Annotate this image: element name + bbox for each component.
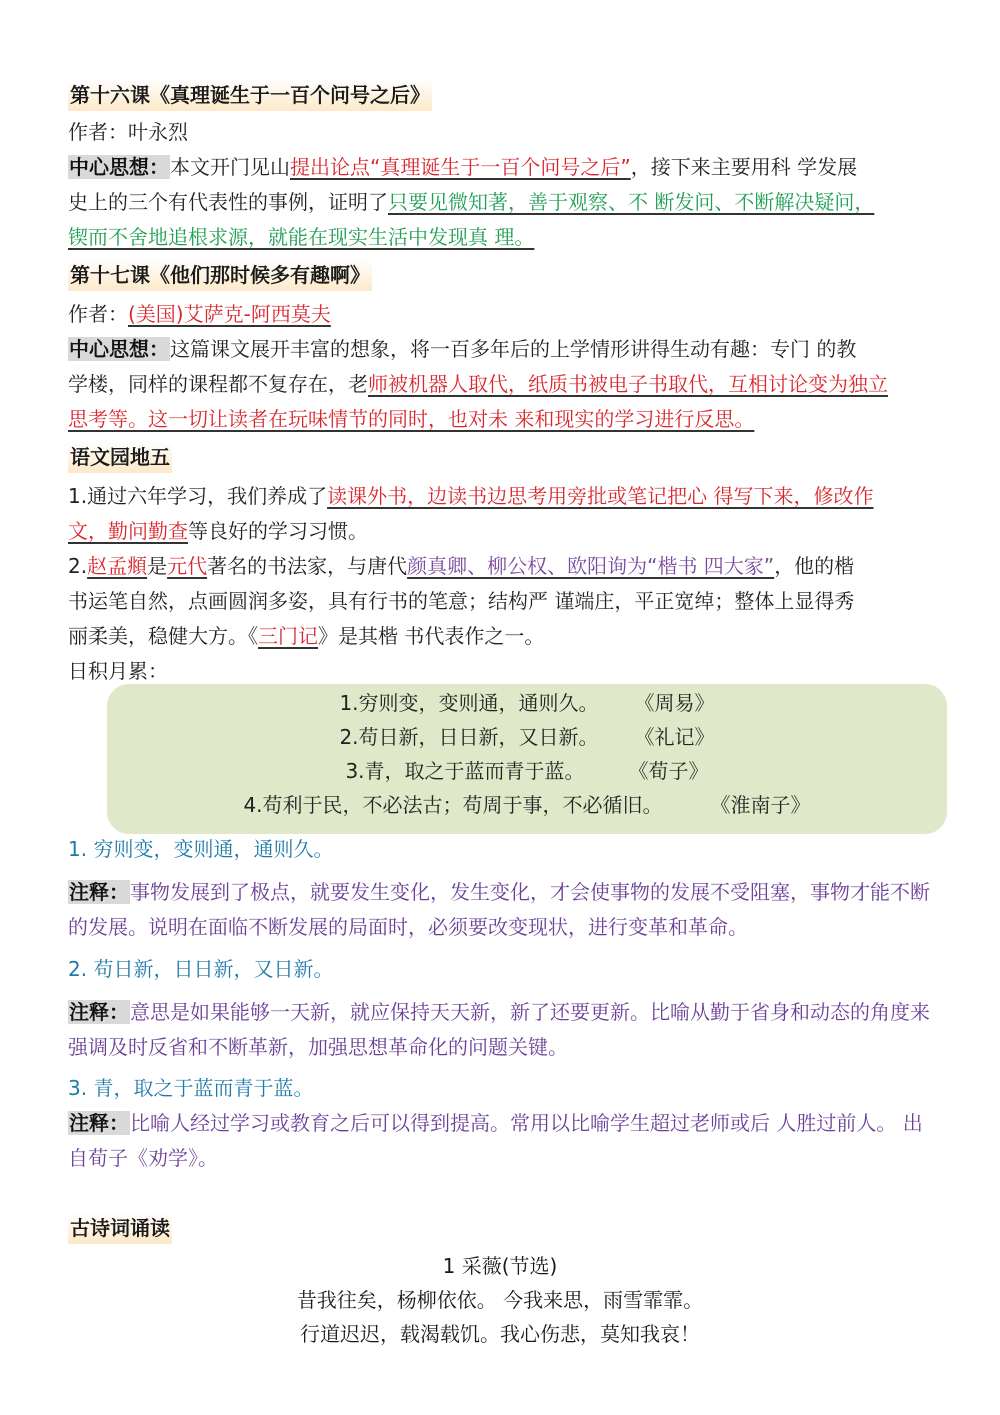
highlight-red: 赵孟頫 [87, 554, 148, 578]
text-segment: 这篇课文展开丰富的想象，将一百多年后的上学情形讲得生动有趣：专门 的教 [170, 337, 857, 361]
poems-section [68, 1211, 930, 1246]
highlight-green: 锲而不舍地追根求源，就能在现实生活中发现真 理。 [68, 225, 535, 249]
highlight-green: 只要见微知著，善于观察、不 断发问、不断解决疑问， [388, 190, 875, 214]
saying-source: 《周易》 [634, 691, 715, 715]
lesson17-section [68, 258, 930, 437]
lesson17-author: (美国)艾萨克-阿西莫夫 [128, 302, 331, 326]
text-segment: ，接下来主要用科 学发展 [630, 155, 858, 179]
note-text: 意思是如果能够一天新，就应保持天天新，新了还要更新。比喻从勤于省身和动态的角度来 [130, 1000, 930, 1024]
note-text: 自荀子《劝学》。 [68, 1146, 218, 1170]
poem-line: 昔我往矣，杨柳依依。 今我来思，雨雪霏霏。 [296, 1288, 704, 1312]
garden5-section [68, 440, 930, 689]
text-segment: 2. [68, 554, 88, 578]
poems-title: 古诗词诵读 [68, 1212, 172, 1244]
text-segment: 1.通过六年学习，我们养成了 [68, 484, 328, 508]
note-text: 的发展。说明在面临不断发展的局面时，必须要改变现状，进行变革和革命。 [68, 915, 748, 939]
text-segment: ，他的楷 [774, 554, 855, 578]
highlight-red: 元代 [167, 554, 208, 578]
highlight-red: 提出论点“真理诞生于一百个问号之后” [290, 155, 631, 179]
saying-source: 《荀子》 [628, 759, 709, 783]
saying-item [107, 754, 947, 788]
central-idea-label: 中心思想： [69, 155, 169, 179]
text-segment: 丽柔美，稳健大方。《 [68, 624, 258, 648]
text-segment: 著名的书法家，与唐代 [207, 554, 408, 578]
saying-source: 《淮南子》 [710, 793, 811, 817]
text-segment: 书运笔自然，点画圆润多姿，具有行书的笔意；结构严 谨端庄，平正宽绰；整体上显得秀 [68, 589, 855, 613]
note-2 [68, 952, 930, 1065]
central-idea-label: 中心思想： [69, 337, 169, 361]
note-text: 事物发展到了极点，就要发生变化，发生变化，才会使事物的发展不受阻塞，事物才能不断 [130, 880, 930, 904]
note-3 [68, 1071, 930, 1176]
lesson17-title: 第十七课《他们那时候多有趣啊》 [68, 259, 372, 291]
author-label: 作者： [68, 302, 128, 326]
note-1 [68, 832, 930, 945]
highlight-red: 思考等。这一切让读者在玩味情节的同时，也对未 来和现实的学习进行反思。 [68, 407, 755, 431]
note-text: 强调及时反省和不断革新，加强思想革命化的问题关键。 [68, 1035, 568, 1059]
note-label: 注释： [69, 880, 129, 904]
highlight-red: 读课外书，边读书边思考用旁批或笔记把心 得写下来，修改作 [327, 484, 874, 508]
text-segment: 本文开门见山 [170, 155, 290, 179]
text-segment: 等良好的学习习惯。 [188, 519, 368, 543]
author-label: 作者： [68, 120, 128, 144]
lesson16-title: 第十六课《真理诞生于一百个问号之后》 [68, 79, 432, 111]
highlight-red: 三门记 [258, 624, 318, 648]
lesson16-section [68, 78, 930, 255]
saying-text: 4.苟利于民，不必法古；苟周于事，不必循旧。 [243, 793, 663, 817]
note-title: 2. 苟日新，日日新，又日新。 [68, 957, 334, 981]
poem-line: 行道迟迟，载渴载饥。我心伤悲，莫知我哀！ [300, 1322, 700, 1346]
garden5-title: 语文园地五 [68, 441, 172, 473]
poem-title: 1 采薇(节选) [442, 1254, 558, 1278]
text-segment: 史上的三个有代表性的事例，证明了 [68, 190, 388, 214]
sayings-box [107, 684, 947, 834]
saying-text: 2.苟日新，日日新，又日新。 [339, 725, 599, 749]
highlight-red: 师被机器人取代，纸质书被电子书取代，互相讨论变为独立 [368, 372, 888, 396]
saying-item [107, 720, 947, 754]
highlight-purple: 颜真卿、柳公权、欧阳询为“楷书 四大家” [407, 554, 775, 578]
text-segment: 学楼，同样的课程都不复存在，老 [68, 372, 368, 396]
note-text: 比喻人经过学习或教育之后可以得到提高。常用以比喻学生超过老师或后 人胜过前人。 出 [130, 1111, 923, 1135]
lesson16-author: 叶永烈 [128, 120, 188, 144]
saying-item [107, 686, 947, 720]
note-label: 注释： [69, 1000, 129, 1024]
note-label: 注释： [69, 1111, 129, 1135]
text-segment: 是 [147, 554, 168, 578]
saying-text: 3.青，取之于蓝而青于蓝。 [345, 759, 585, 783]
accumulation-label: 日积月累： [68, 659, 168, 683]
saying-source: 《礼记》 [634, 725, 715, 749]
highlight-red: 文，勤问勤查 [68, 519, 188, 543]
note-title: 3. 青，取之于蓝而青于蓝。 [68, 1076, 314, 1100]
note-title: 1. 穷则变，变则通，通则久。 [68, 837, 334, 861]
saying-item [107, 788, 947, 822]
saying-text: 1.穷则变，变则通，通则久。 [339, 691, 599, 715]
text-segment: 》是其楷 书代表作之一。 [318, 624, 545, 648]
